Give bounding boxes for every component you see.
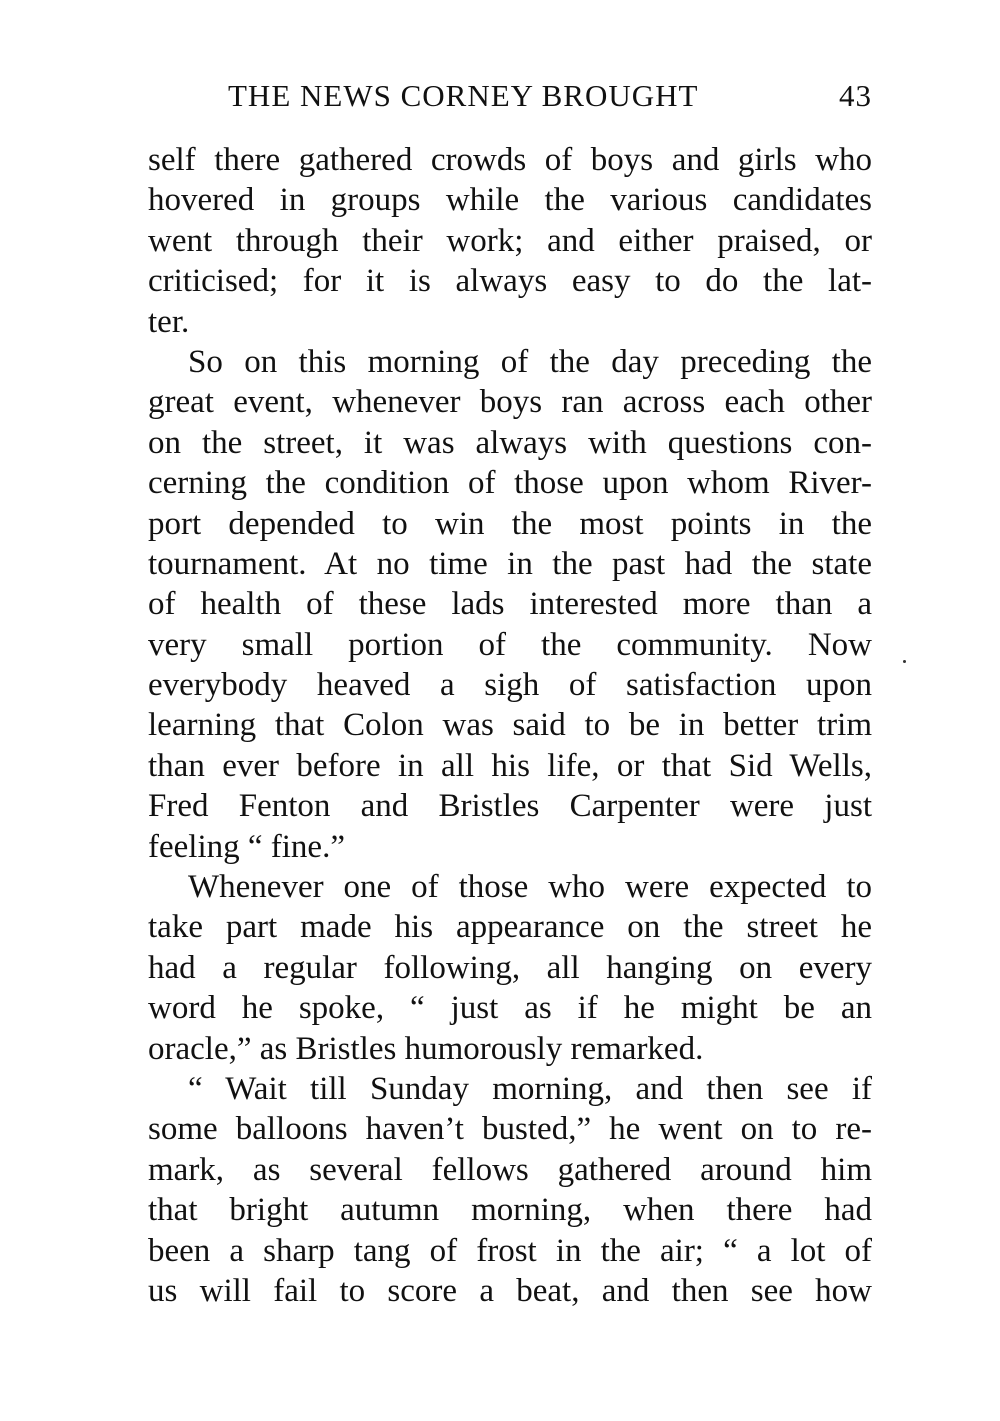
text-line: us will fail to score a beat, and then see how	[148, 1272, 872, 1309]
text-line: that bright autumn morning, when there had	[148, 1192, 872, 1229]
text-line: than ever before in all his life, or that Sid Wells,	[148, 747, 872, 784]
text-line: hovered in groups while the various candidates	[148, 182, 872, 219]
text-line: Fred Fenton and Bristles Carpenter were just	[148, 788, 872, 825]
text-line: everybody heaved a sigh of satisfaction upon	[148, 667, 872, 704]
page-number: 43	[839, 78, 872, 113]
text-line: of health of these lads interested more than a	[148, 586, 872, 623]
text-line: word he spoke, “ just as if he might be an	[148, 990, 872, 1027]
text-line: So on this morning of the day preceding the	[188, 343, 872, 380]
text-line: self there gathered crowds of boys and girls who	[148, 142, 872, 178]
text-line: went through their work; and either praised, or	[148, 222, 872, 259]
ink-speck	[903, 660, 906, 663]
text-line: “ Wait till Sunday morning, and then see if	[188, 1070, 872, 1107]
text-line: had a regular following, all hanging on every	[148, 949, 872, 986]
text-line: great event, whenever boys ran across each other	[148, 384, 872, 421]
text-line: tournament. At no time in the past had the state	[148, 545, 872, 582]
body-text	[148, 140, 872, 1311]
chapter-title: THE NEWS CORNEY BROUGHT	[228, 78, 699, 113]
text-line: ter.	[148, 303, 190, 340]
text-line: on the street, it was always with questions con-	[148, 424, 872, 461]
text-line: take part made his appearance on the street he	[148, 909, 872, 946]
text-line: some balloons haven’t busted,” he went on to re-	[148, 1111, 872, 1148]
text-line: feeling “ fine.”	[148, 828, 345, 865]
running-header	[148, 78, 872, 118]
text-line: criticised; for it is always easy to do the lat-	[148, 263, 872, 300]
text-line: mark, as several fellows gathered around him	[148, 1151, 872, 1188]
text-line: been a sharp tang of frost in the air; “ a lot of	[148, 1232, 872, 1269]
text-line: oracle,” as Bristles humorously remarked.	[148, 1030, 704, 1067]
text-line: port depended to win the most points in the	[148, 505, 872, 542]
text-line: learning that Colon was said to be in better trim	[148, 707, 872, 744]
text-line: very small portion of the community. Now	[148, 626, 872, 663]
text-line: Whenever one of those who were expected to	[188, 869, 872, 906]
text-line: cerning the condition of those upon whom River-	[148, 465, 872, 502]
